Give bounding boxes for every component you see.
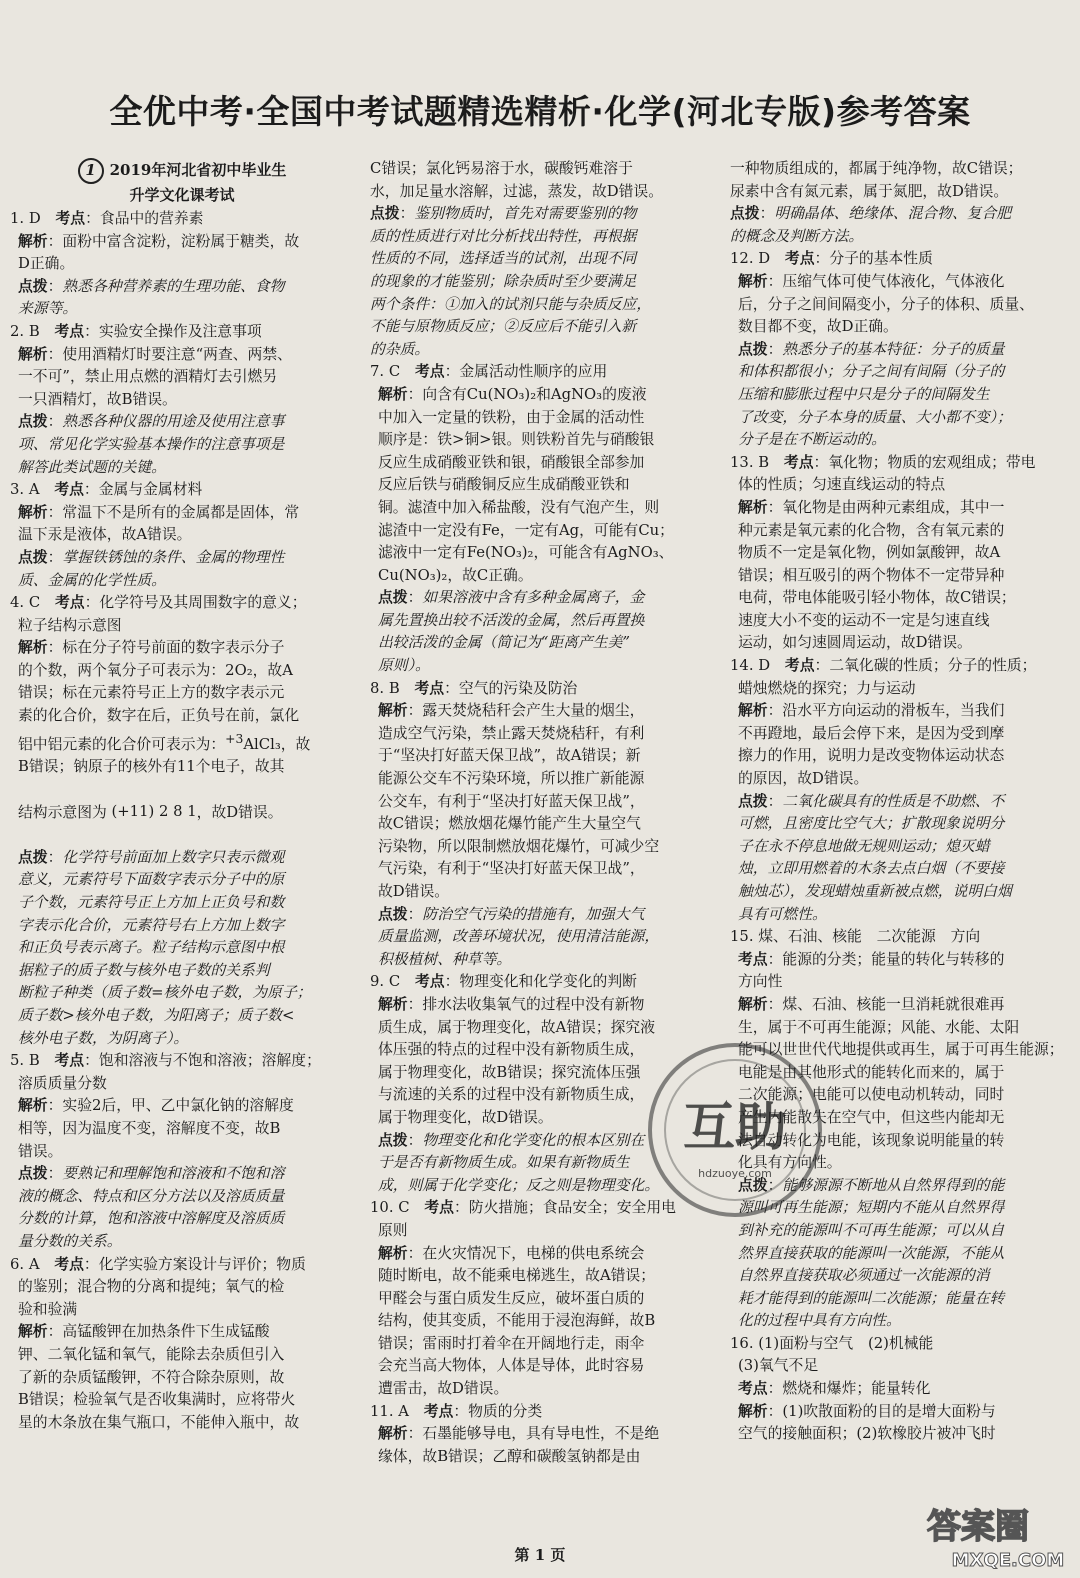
column-3 bbox=[730, 158, 1074, 1446]
col2-line: 10. C 考点：防火措施；食品安全；安全用电 bbox=[370, 1199, 676, 1217]
col1-line: 点拨：熟悉各种仪器的用途及使用注意事 bbox=[18, 413, 285, 431]
col2-line: 顺序是：铁>铜>银。则铁粉首先与硝酸银 bbox=[378, 431, 655, 449]
col1-line: 6. A 考点：化学实验方案设计与评价；物质 bbox=[10, 1255, 306, 1273]
col3-line: 具有可燃性。 bbox=[738, 905, 827, 923]
col3-line: 和体积都很小；分子之间有间隔（分子的 bbox=[738, 363, 1005, 381]
col2-line: 反应生成硝酸亚铁和银，硝酸银全部参加 bbox=[378, 453, 645, 471]
col1-line: 子个数，元素符号正上方加上正负号和数 bbox=[18, 894, 285, 912]
col1-line: 粒子结构示意图 bbox=[18, 616, 122, 634]
col1-line: 星的木条放在集气瓶口，不能伸入瓶中，故 bbox=[18, 1413, 300, 1431]
col2-line: 成，则属于化学变化；反之则是物理变化。 bbox=[378, 1176, 660, 1194]
col2-line: 故C错误；燃放烟花爆竹能产生大量空气 bbox=[378, 815, 641, 833]
col2-line: 铜。滤渣中加入稀盐酸，没有气泡产生，则 bbox=[378, 498, 660, 516]
col2-line: 属于物理变化，故B错误；探究流体压强 bbox=[378, 1063, 641, 1081]
col2-line: 9. C 考点：物理变化和化学变化的判断 bbox=[370, 973, 637, 991]
col3-line: 烛，立即用燃着的木条去点白烟（不要接 bbox=[738, 860, 1005, 878]
col1-line: 项、常见化学实验基本操作的注意事项是 bbox=[18, 435, 285, 453]
col1-line: 量分数的关系。 bbox=[18, 1232, 122, 1250]
col1-line: 字表示化合价，元素符号右上方加上数字 bbox=[18, 916, 285, 934]
col2-line: 公交车，有利于“坚决打好蓝天保卫战”， bbox=[378, 792, 645, 810]
col2-line: 质的性质进行对比分析找出特性，再根据 bbox=[370, 227, 637, 245]
col3-line: 解析：压缩气体可使气体液化，气体液化 bbox=[738, 272, 1005, 290]
col2-line: 解析：向含有Cu(NO₃)₂和AgNO₃的废液 bbox=[378, 385, 647, 403]
col1-line: 相等，因为温度不变，溶解度不变，故B bbox=[18, 1119, 281, 1137]
col3-line: 的概念及判断方法。 bbox=[730, 227, 864, 245]
col1-line: 解答此类试题的关键。 bbox=[18, 458, 166, 476]
col1-line: 解析：标在分子符号前面的数字表示分子 bbox=[18, 639, 285, 657]
col1-line bbox=[10, 779, 354, 802]
col2-line: 能源公交车不污染环境，所以推广新能源 bbox=[378, 770, 645, 788]
col1-line: 分数的计算，饱和溶液中溶解度及溶质质 bbox=[18, 1210, 285, 1228]
col3-line: 能可以世世代代地提供或再生，属于可再生能源； bbox=[738, 1041, 1064, 1059]
stamp-text: 互助 bbox=[682, 1098, 788, 1158]
col3-line: 错误；相互吸引的两个物体不一定带异种 bbox=[738, 566, 1005, 584]
col2-line: 会充当高大物体，人体是导体，此时容易 bbox=[378, 1357, 645, 1375]
col2-line: 点拨：如果溶液中含有多种金属离子，金 bbox=[378, 589, 645, 607]
col1-line: 错误。 bbox=[18, 1142, 63, 1160]
col3-line: 化具有方向性。 bbox=[738, 1154, 842, 1172]
col2-line: Cu(NO₃)₂，故C正确。 bbox=[378, 566, 533, 584]
col1-line: 5. B 考点：饱和溶液与不饱和溶液；溶解度； bbox=[10, 1052, 321, 1070]
col3-line: 电荷，带电体能吸引轻小物体，故C错误； bbox=[738, 589, 1016, 607]
col1-line: 解析：面粉中富含淀粉，淀粉属于糖类，故 bbox=[18, 232, 300, 250]
col3-line: 产生内能散失在空气中，但这些内能却无 bbox=[738, 1108, 1005, 1126]
col3-line: 化的过程中具有方向性。 bbox=[738, 1312, 901, 1330]
col3-line: 然界直接获取的能源叫一次能源，不能从 bbox=[738, 1244, 1005, 1262]
col2-line: 甲醛会与蛋白质发生反应，破坏蛋白质的 bbox=[378, 1289, 645, 1307]
col2-line: 不能与原物质反应；②反应后不能引入新 bbox=[370, 318, 637, 336]
col1-line: 解析：常温下不是所有的金属都是固体，常 bbox=[18, 503, 300, 521]
logo-text: 答案圈 bbox=[927, 1507, 1029, 1547]
col3-text bbox=[730, 158, 1074, 1446]
col1-line: D正确。 bbox=[18, 255, 75, 273]
page-number: 第 1 页 bbox=[514, 1546, 566, 1564]
col1-line: 错误；标在元素符号正上方的数字表示元 bbox=[18, 684, 285, 702]
col3-line: 的原因，故D错误。 bbox=[738, 770, 869, 788]
col1-line: 断粒子种类（质子数=核外电子数，为原子； bbox=[18, 984, 312, 1002]
col1-line: 的个数，两个氧分子可表示为：2O₂，故A bbox=[18, 661, 293, 679]
col1-line: 据粒子的质子数与核外电子数的关系判 bbox=[18, 961, 270, 979]
col2-line: 水，加足量水溶解，过滤，蒸发，故D错误。 bbox=[370, 182, 664, 200]
col2-line: 结构，使其变质，不能用于浸泡海鲜，故B bbox=[378, 1312, 656, 1330]
col2-line: 两个条件：①加入的试剂只能与杂质反应， bbox=[370, 295, 652, 313]
col1-line: 溶质质量分数 bbox=[18, 1074, 107, 1092]
col3-line: 解析：煤、石油、核能一旦消耗就很难再 bbox=[738, 995, 1005, 1013]
site-logo-icon bbox=[898, 1498, 1073, 1573]
section-header: 1 2019年河北省初中毕业生 升学文化课考试 bbox=[10, 158, 354, 206]
col2-line: 质量监测，改善环境状况，使用清洁能源， bbox=[378, 928, 660, 946]
column-2 bbox=[370, 158, 714, 1468]
col2-line: 点拨：防治空气污染的措施有，加强大气 bbox=[378, 905, 645, 923]
col2-line: 的杂质。 bbox=[370, 340, 430, 358]
col1-line: 质子数>核外电子数，为阳离子；质子数< bbox=[18, 1007, 295, 1024]
col2-line: 体压强的特点的过程中没有新物质生成， bbox=[378, 1041, 645, 1059]
col3-line: 尿素中含有氮元素，属于氮肥，故D错误。 bbox=[730, 182, 1009, 200]
col1-line: 来源等。 bbox=[18, 300, 78, 318]
col2-line: 故D错误。 bbox=[378, 883, 450, 900]
col3-line: 16. (1)面粉与空气 (2)机械能 bbox=[730, 1334, 934, 1352]
col1-text bbox=[10, 208, 354, 1434]
col2-line: 遭雷击，故D错误。 bbox=[378, 1380, 509, 1398]
col1-line: B错误；钠原子的核外有11个电子，故其 bbox=[18, 758, 285, 776]
col2-line: 出较活泼的金属（简记为“距离产生美” bbox=[378, 634, 630, 652]
col1-line: 3. A 考点：金属与金属材料 bbox=[10, 481, 203, 499]
col1-line: 素的化合价，数字在后，正负号在前，氯化 bbox=[18, 707, 300, 725]
col3-line: 点拨：二氧化碳具有的性质是不助燃、不 bbox=[738, 792, 1005, 810]
watermark-stamp-icon bbox=[640, 1035, 830, 1225]
col3-line: 子在永不停息地做无规则运动；熄灭蜡 bbox=[738, 837, 990, 855]
col3-line: 15. 煤、石油、核能 二次能源 方向 bbox=[730, 928, 981, 946]
col1-line bbox=[10, 824, 354, 847]
col2-line: 性质的不同，选择适当的试剂，出现不同 bbox=[370, 250, 637, 268]
col2-line: 错误；雷雨时打着伞在开阔地行走，雨伞 bbox=[378, 1334, 645, 1352]
col3-line: 方向性 bbox=[738, 973, 783, 991]
section-number-icon: 1 bbox=[78, 158, 104, 184]
col2-line: 与流速的关系的过程中没有新物质生成， bbox=[378, 1086, 645, 1104]
col1-line: 液的概念、特点和区分方法以及溶质质量 bbox=[18, 1187, 285, 1205]
col3-line: 空气的接触面积；(2)软橡胶片被冲飞时 bbox=[738, 1425, 996, 1443]
col2-line: 滤液中一定有Fe(NO₃)₂，可能含有AgNO₃、 bbox=[378, 544, 674, 562]
col3-line: 不再蹬地，最后会停下来，是因为受到摩 bbox=[738, 724, 1005, 742]
col3-line: 考点：能源的分类；能量的转化与转移的 bbox=[738, 950, 1005, 968]
col1-line: 4. C 考点：化学符号及其周围数字的意义； bbox=[10, 594, 307, 612]
col3-line: 13. B 考点：氧化物；物质的宏观组成；带电 bbox=[730, 453, 1036, 471]
col3-line: 速度大小不变的运动不一定是匀速直线 bbox=[738, 611, 990, 629]
col2-line: 解析：露天焚烧秸秆会产生大量的烟尘， bbox=[378, 702, 645, 720]
col3-line: 擦力的作用，说明力是改变物体运动状态 bbox=[738, 747, 1005, 765]
col3-line: 考点：燃烧和爆炸；能量转化 bbox=[738, 1380, 931, 1398]
col1-line: 质、金属的化学性质。 bbox=[18, 571, 166, 589]
col3-line: 自然界直接获取必须通过一次能源的消 bbox=[738, 1267, 990, 1285]
page-title: 全优中考·全国中考试题精选精析·化学(河北专版)参考答案 bbox=[109, 92, 971, 131]
col2-line: 于“坚决打好蓝天保卫战”，故A错误；新 bbox=[378, 747, 641, 765]
col2-line: 8. B 考点：空气的污染及防治 bbox=[370, 679, 578, 697]
col1-line: 点拨：掌握铁锈蚀的条件、金属的物理性 bbox=[18, 548, 285, 566]
col3-line: 压缩和膨胀过程中只是分子的间隔发生 bbox=[738, 385, 990, 403]
col2-line: 解析：在火灾情况下，电梯的供电系统会 bbox=[378, 1244, 645, 1262]
col1-line: 一只酒精灯，故B错误。 bbox=[18, 390, 177, 408]
col2-line: 随时断电，故不能乘电梯逃生，故A错误； bbox=[378, 1267, 656, 1285]
col2-line: 原则）。 bbox=[378, 657, 430, 675]
col3-line: 后，分子之间间隔变小，分子的体积、质量、 bbox=[738, 295, 1034, 313]
col3-line: 生，属于不可再生能源；风能、水能、太阳 bbox=[738, 1018, 1020, 1036]
atom-diagram: (+11) 2 8 1 bbox=[111, 803, 197, 821]
stamp-url: hdzuoye.com bbox=[698, 1167, 772, 1180]
col1-line: 结构示意图为 (+11) 2 8 1，故D错误。 bbox=[10, 801, 354, 824]
col2-line: C错误；氯化钙易溶于水，碳酸钙难溶于 bbox=[370, 160, 633, 177]
col2-line: 11. A 考点：物质的分类 bbox=[370, 1402, 543, 1420]
col2-line: 解析：排水法收集氧气的过程中没有新物 bbox=[378, 995, 645, 1013]
col3-line: 电能是由其他形式的能转化而来的，属于 bbox=[738, 1063, 1005, 1081]
col3-line: 到补充的能源叫不可再生能源；可以从自 bbox=[738, 1221, 1005, 1239]
col3-line: 12. D 考点：分子的基本性质 bbox=[730, 250, 933, 268]
col2-line: 点拨：物理变化和化学变化的根本区别在 bbox=[378, 1131, 645, 1149]
col3-line: (3)氧气不足 bbox=[738, 1357, 819, 1375]
col3-line: 分子是在不断运动的。 bbox=[738, 431, 886, 449]
col3-line: 了改变，分子本身的质量、大小都不变）； bbox=[738, 408, 1012, 426]
col1-line: 核外电子数，为阴离子）。 bbox=[18, 1029, 189, 1047]
col1-line: 温下汞是液体，故A错误。 bbox=[18, 526, 192, 544]
col2-line: 中加入一定量的铁粉，由于金属的活动性 bbox=[378, 408, 645, 426]
col1-line: 解析：实验2后，甲、乙中氯化钠的溶解度 bbox=[18, 1097, 294, 1115]
col2-line: 7. C 考点：金属活动性顺序的应用 bbox=[370, 363, 608, 381]
col3-line: 点拨：熟悉分子的基本特征：分子的质量 bbox=[738, 340, 1005, 358]
col3-line: 物质不一定是氧化物，例如氯酸钾，故A bbox=[738, 544, 1001, 562]
col1-line: 了新的杂质锰酸钾，不符合除杂原则，故 bbox=[18, 1368, 285, 1386]
col1-line: 铝中铝元素的化合价可表示为：$^{+3}$AlCl₃，故 bbox=[18, 731, 311, 753]
col2-line: 解析：石墨能够导电，具有导电性，不是绝 bbox=[378, 1425, 660, 1443]
col3-line: 蜡烛燃烧的探究；力与运动 bbox=[738, 679, 916, 697]
col3-line: 点拨：明确晶体、绝缘体、混合物、复合肥 bbox=[730, 205, 1012, 223]
col1-line: 点拨：熟悉各种营养素的生理功能、食物 bbox=[18, 277, 285, 295]
col3-line: 解析：沿水平方向运动的滑板车，当我们 bbox=[738, 702, 1005, 720]
col2-line: 原则 bbox=[378, 1221, 408, 1239]
col3-line: 耗才能得到的能源叫二次能源；能量在转 bbox=[738, 1289, 1005, 1307]
col3-line: 解析：氧化物是由两种元素组成，其中一 bbox=[738, 498, 1005, 516]
col3-line: 体的性质；匀速直线运动的特点 bbox=[738, 476, 946, 494]
col3-line: 14. D 考点：二氧化碳的性质；分子的性质； bbox=[730, 657, 1037, 675]
col2-line: 污染物，所以限制燃放烟花爆竹，可减少空 bbox=[378, 837, 660, 855]
col1-line: 解析：高锰酸钾在加热条件下生成锰酸 bbox=[18, 1323, 270, 1341]
col2-line: 的现象的才能鉴别；除杂质时至少要满足 bbox=[370, 272, 637, 290]
col2-line: 缘体，故B错误；乙醇和碳酸氢钠都是由 bbox=[378, 1447, 641, 1465]
col3-line: 法自动转化为电能，该现象说明能量的转 bbox=[738, 1131, 1005, 1149]
col2-text bbox=[370, 158, 714, 1468]
col2-line: 属先置换出较不活泼的金属，然后再置换 bbox=[378, 611, 645, 629]
col2-line: 积极植树、种草等。 bbox=[378, 950, 512, 968]
col1-line: 意义，元素符号下面数字表示分子中的原 bbox=[18, 871, 285, 889]
col1-line: B错误；检验氧气是否收集满时，应将带火 bbox=[18, 1391, 296, 1409]
col3-line: 运动，如匀速圆周运动，故D错误。 bbox=[738, 634, 972, 652]
col1-line: 钾、二氧化锰和氧气，能除去杂质但引入 bbox=[18, 1345, 285, 1363]
col3-line: 可燃，且密度比空气大；扩散现象说明分 bbox=[738, 815, 1005, 833]
col1-line: 1. D 考点：食品中的营养素 bbox=[10, 210, 204, 227]
col2-line: 于是否有新物质生成。如果有新物质生 bbox=[378, 1154, 630, 1172]
col2-line: 气污染，有利于“坚决打好蓝天保卫战”， bbox=[378, 860, 645, 878]
col3-line: 一种物质组成的，都属于纯净物，故C错误； bbox=[730, 160, 1023, 177]
col3-line: 源叫可再生能源；短期内不能从自然界得 bbox=[738, 1199, 1005, 1217]
col1-line: 一不可”，禁止用点燃的酒精灯去引燃另 bbox=[18, 368, 278, 386]
logo-url: MXQE.COM bbox=[951, 1550, 1065, 1571]
col1-line: 点拨：要熟记和理解饱和溶液和不饱和溶 bbox=[18, 1165, 285, 1183]
col1-line: 解析：使用酒精灯时要注意“两查、两禁、 bbox=[18, 345, 292, 363]
col3-line: 数目都不变，故D正确。 bbox=[738, 318, 898, 336]
col3-line: 解析：(1)吹散面粉的目的是增大面粉与 bbox=[738, 1402, 996, 1420]
column-1 bbox=[10, 158, 354, 1434]
col1-line: 验和验满 bbox=[18, 1300, 78, 1318]
col2-line: 质生成，属于物理变化，故A错误；探究液 bbox=[378, 1018, 656, 1036]
col2-line: 点拨：鉴别物质时，首先对需要鉴别的物 bbox=[370, 205, 637, 223]
col1-line: 2. B 考点：实验安全操作及注意事项 bbox=[10, 322, 262, 340]
col1-line: 的鉴别；混合物的分离和提纯；氧气的检 bbox=[18, 1278, 285, 1296]
col3-line: 点拨：能够源源不断地从自然界得到的能 bbox=[738, 1176, 1005, 1194]
col1-line: 和正负号表示离子。粒子结构示意图中根 bbox=[18, 939, 285, 957]
col2-line: 造成空气污染，禁止露天焚烧秸秆，有利 bbox=[378, 724, 645, 742]
col3-line: 触烛芯），发现蜡烛重新被点燃，说明白烟 bbox=[738, 883, 1012, 900]
col1-line: 点拨：化学符号前面加上数字只表示微观 bbox=[18, 848, 285, 866]
col2-line: 反应后铁与硝酸铜反应生成硝酸亚铁和 bbox=[378, 476, 630, 494]
col3-line: 二次能源；电能可以使电动机转动，同时 bbox=[738, 1086, 1005, 1104]
col3-line: 种元素是氧元素的化合物，含有氧元素的 bbox=[738, 521, 1005, 539]
col2-line: 属于物理变化，故D错误。 bbox=[378, 1108, 553, 1126]
col2-line: 滤渣中一定没有Fe，一定有Ag，可能有Cu； bbox=[378, 521, 674, 539]
